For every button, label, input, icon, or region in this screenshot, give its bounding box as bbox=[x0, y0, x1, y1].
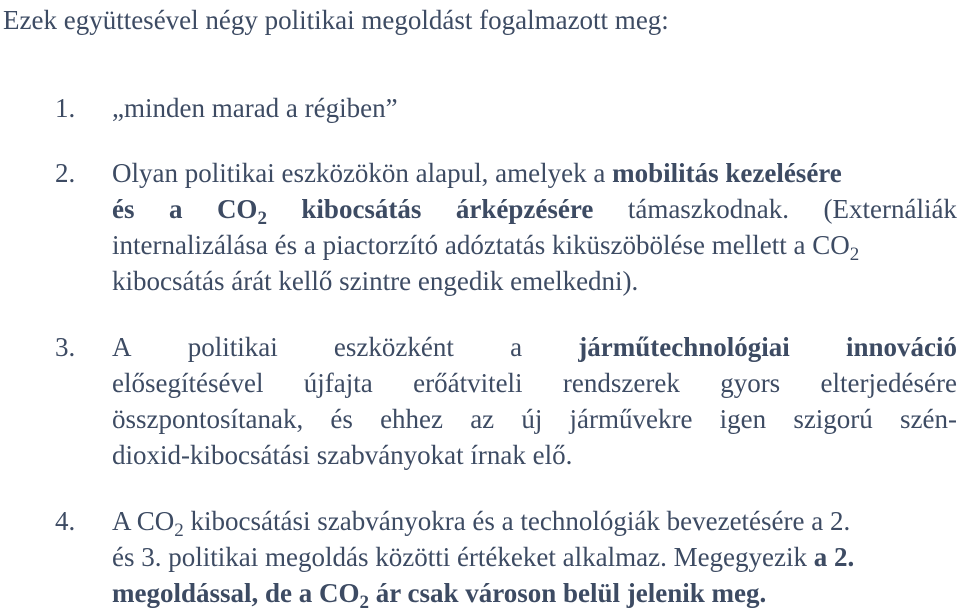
text-run: A CO bbox=[112, 506, 175, 536]
bold-text-run: megoldással, de a CO bbox=[112, 578, 360, 608]
list-number: 4. bbox=[55, 506, 76, 536]
item-line bbox=[112, 155, 957, 191]
bold-text-run: a 2. bbox=[813, 542, 855, 572]
bold-word: kibocsátás bbox=[301, 194, 422, 224]
item-line bbox=[112, 227, 957, 267]
word: az bbox=[470, 404, 495, 434]
word: A bbox=[112, 332, 132, 362]
subscript: 2 bbox=[359, 592, 370, 613]
word: eszközként bbox=[333, 332, 454, 362]
word: újfajta bbox=[303, 368, 373, 398]
word: rendszerek bbox=[562, 368, 680, 398]
word: igen bbox=[719, 404, 767, 434]
item-line bbox=[112, 365, 957, 401]
word: a bbox=[510, 332, 523, 362]
word: járművekre bbox=[569, 404, 693, 434]
bold-word: járműtechnológiai bbox=[578, 332, 790, 362]
item-line bbox=[112, 539, 957, 575]
word: új bbox=[521, 404, 543, 434]
bold-text-run: ár csak városon belül jelenik meg. bbox=[375, 578, 767, 608]
text-run: és 3. politikai megoldás közötti értékeket alkalmaz. Megegyezik bbox=[112, 542, 808, 572]
bold-word: innováció bbox=[845, 332, 957, 362]
word: gyors bbox=[720, 368, 781, 398]
item-line: kibocsátás árát kellő szintre engedik emelkedni). bbox=[112, 266, 639, 296]
word: szigorú bbox=[793, 404, 873, 434]
item-line: dioxid-kibocsátási szabványokat írnak elő. bbox=[112, 440, 573, 470]
list-number: 1. bbox=[55, 93, 76, 123]
bold-text-run: mobilitás kezelésére bbox=[612, 158, 842, 188]
item-line bbox=[112, 401, 957, 437]
text-run: internalizálása és a piactorzító adóztatás kiküszöbölése mellett a CO bbox=[112, 230, 850, 260]
intro-text: Ezek együttesével négy politikai megoldást fogalmazott meg: bbox=[3, 5, 669, 35]
word: (Externáliák bbox=[823, 194, 957, 224]
text-run: Olyan politikai eszközökön alapul, amelyek a bbox=[112, 158, 606, 188]
subscript: 2 bbox=[849, 244, 860, 265]
subscript: 2 bbox=[174, 520, 184, 541]
subscript: 2 bbox=[257, 208, 267, 229]
list-number: 2. bbox=[55, 158, 76, 188]
word: összpontosítanak, bbox=[112, 404, 304, 434]
item-line bbox=[112, 575, 957, 615]
word: támaszkodnak. bbox=[627, 194, 790, 224]
bold-word: CO bbox=[216, 194, 258, 224]
item-text: „minden marad a régiben” bbox=[112, 93, 398, 123]
item-line bbox=[112, 503, 957, 543]
word: ehhez bbox=[380, 404, 444, 434]
bold-word: a bbox=[168, 194, 183, 224]
text-run: kibocsátási szabványokra és a technológiák bevezetésére a 2. bbox=[190, 506, 851, 536]
item-line bbox=[112, 329, 957, 365]
word: elterjedésére bbox=[820, 368, 957, 398]
item-line bbox=[112, 191, 957, 231]
list-number: 3. bbox=[55, 332, 76, 362]
bold-word: árképzésére bbox=[455, 194, 594, 224]
word: és bbox=[330, 404, 353, 434]
word: politikai bbox=[187, 332, 278, 362]
bold-word: és bbox=[112, 194, 135, 224]
word: erőátviteli bbox=[413, 368, 523, 398]
word: szén- bbox=[899, 404, 957, 434]
word: elősegítésével bbox=[112, 368, 264, 398]
